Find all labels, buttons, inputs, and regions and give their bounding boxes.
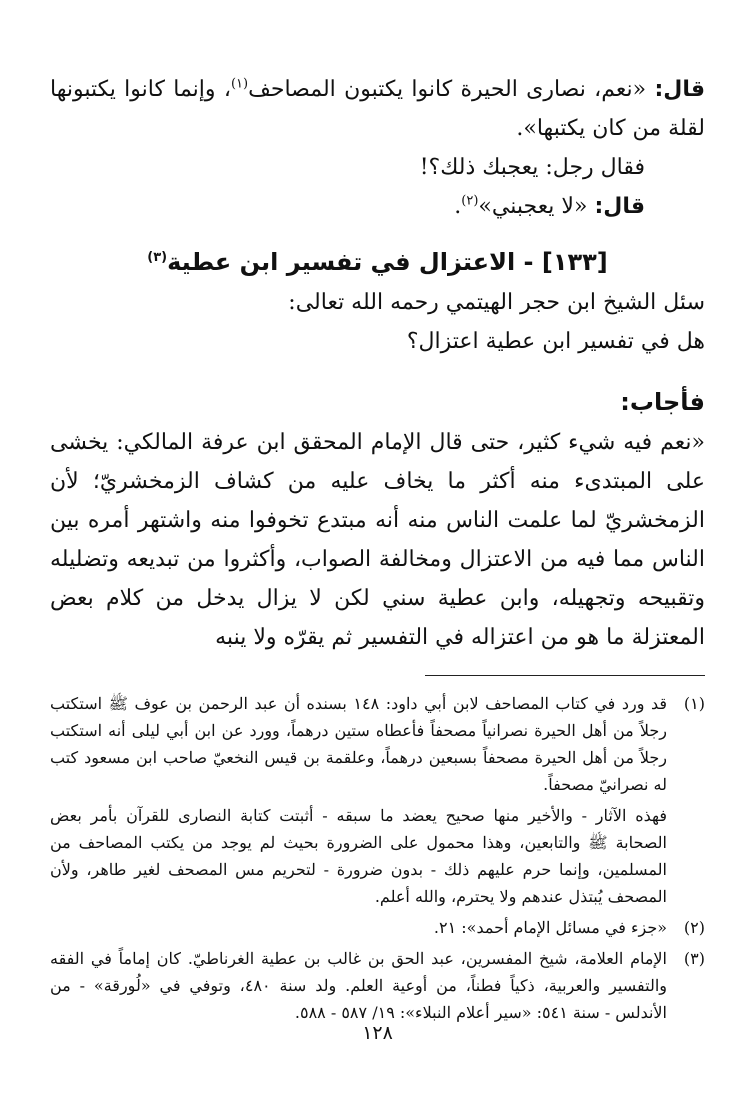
- answer-paragraph: «نعم فيه شيء كثير، حتى قال الإمام المحقق ابن عرفة المالكي: يخشى على المبتدىء منه أكثر ما يخاف عليه من كشاف الزمخشريّ؛ لأن الزمخشريّ لما علمت الناس منه أنه مبتدع تخوفوا منه واشتهر أمره بين الناس مما فيه من الاعتزال ومخالفة الصواب، وأكثروا من تبديعه وتضليله وتقبيحه وتجهيله، وابن عطية سني لكن لا يزال يدخل من كلام بعض المعتزلة ما هو من اعتزاله في التفسير ثم يقرّه ولا ينبه: [50, 430, 705, 650]
- dialogue-line: فقال رجل: يعجبك ذلك؟!: [419, 155, 645, 180]
- intro-paragraph: [50, 70, 705, 148]
- reply-line: [50, 187, 705, 226]
- intro-quote-rest: ، وإنما كانوا يكتبونها لقلة من كان يكتبها».: [50, 77, 705, 141]
- question-line-1: سئل الشيخ ابن حجر الهيتمي رحمه الله تعالى:: [288, 290, 705, 315]
- section-heading: [50, 241, 705, 283]
- page-content: [50, 70, 705, 1030]
- footnote-2: [50, 914, 705, 941]
- footnote-marker-1: (١): [230, 76, 249, 92]
- footnote-marker-3: (٣): [147, 250, 168, 265]
- footnote-3: [50, 945, 705, 1026]
- speaker-label: قال:: [594, 194, 645, 219]
- answer-label: فأجاب:: [620, 388, 705, 416]
- page-number: ١٢٨: [362, 1022, 393, 1044]
- footnote-1: [50, 690, 705, 798]
- footnote-number: (١): [683, 694, 705, 713]
- footnote-number: (٣): [683, 949, 705, 968]
- question-line-2: هل في تفسير ابن عطية اعتزال؟: [406, 329, 705, 354]
- speaker-label: قال:: [654, 77, 705, 102]
- footnote-text: «جزء في مسائل الإمام أحمد»: ٢١.: [433, 918, 667, 937]
- footnote-number: (٢): [683, 918, 705, 937]
- footnote-divider: [425, 675, 705, 676]
- footnote-text: الإمام العلامة، شيخ المفسرين، عبد الحق بن غالب بن عطية الغرناطيّ. كان إماماً في الفقه والتفسير والعربية، ذكياً فطناً، من أوعية العلم. ولد سنة ٤٨٠، وتوفي في «لُورقة» - من الأندلس - سنة ٥٤١: «سير أعلام النبلاء»: ١٩/ ٥٨٧ - ٥٨٨.: [50, 949, 667, 1022]
- footnote-1-continued: فهذه الآثار - والأخير منها صحيح يعضد ما سبقه - أثبتت كتابة النصارى للقرآن بأمر بعض الصحابة ﷺ والتابعين، وهذا محمول على الضرورة بحيث لم يوجد من يكتب المصاحف من المسلمين، وإنما حرم عليهم ذلك - بدون ضرورة - لتحريم مس المصحف لغير طاهر، ولأن المصحف يُبتذل عندهم ولا يحترم، والله أعلم.: [50, 806, 667, 906]
- period: .: [454, 194, 462, 219]
- reply-quote: «لا يعجبني»: [478, 194, 588, 219]
- section-title: [١٣٣] - الاعتزال في تفسير ابن عطية: [167, 248, 608, 276]
- footnote-text: قد ورد في كتاب المصاحف لابن أبي داود: ١٤٨ بسنده أن عبد الرحمن بن عوف ﷺ استكتب رجلاً من أهل الحيرة نصرانياً مصحفاً فأعطاه ستين درهماً، وورد عن ابن أبي ليلى أنه استكتب رجلاً من أهل الحيرة مصحفاً بسبعين درهماً، وعلقمة بن قيس النخعيّ صاحب ابن مسعود كتب له نصرانيّ مصحفاً.: [50, 694, 667, 794]
- footnote-marker-2: (٢): [461, 193, 479, 209]
- intro-quote: «نعم، نصارى الحيرة كانوا يكتبون المصاحف: [248, 77, 647, 102]
